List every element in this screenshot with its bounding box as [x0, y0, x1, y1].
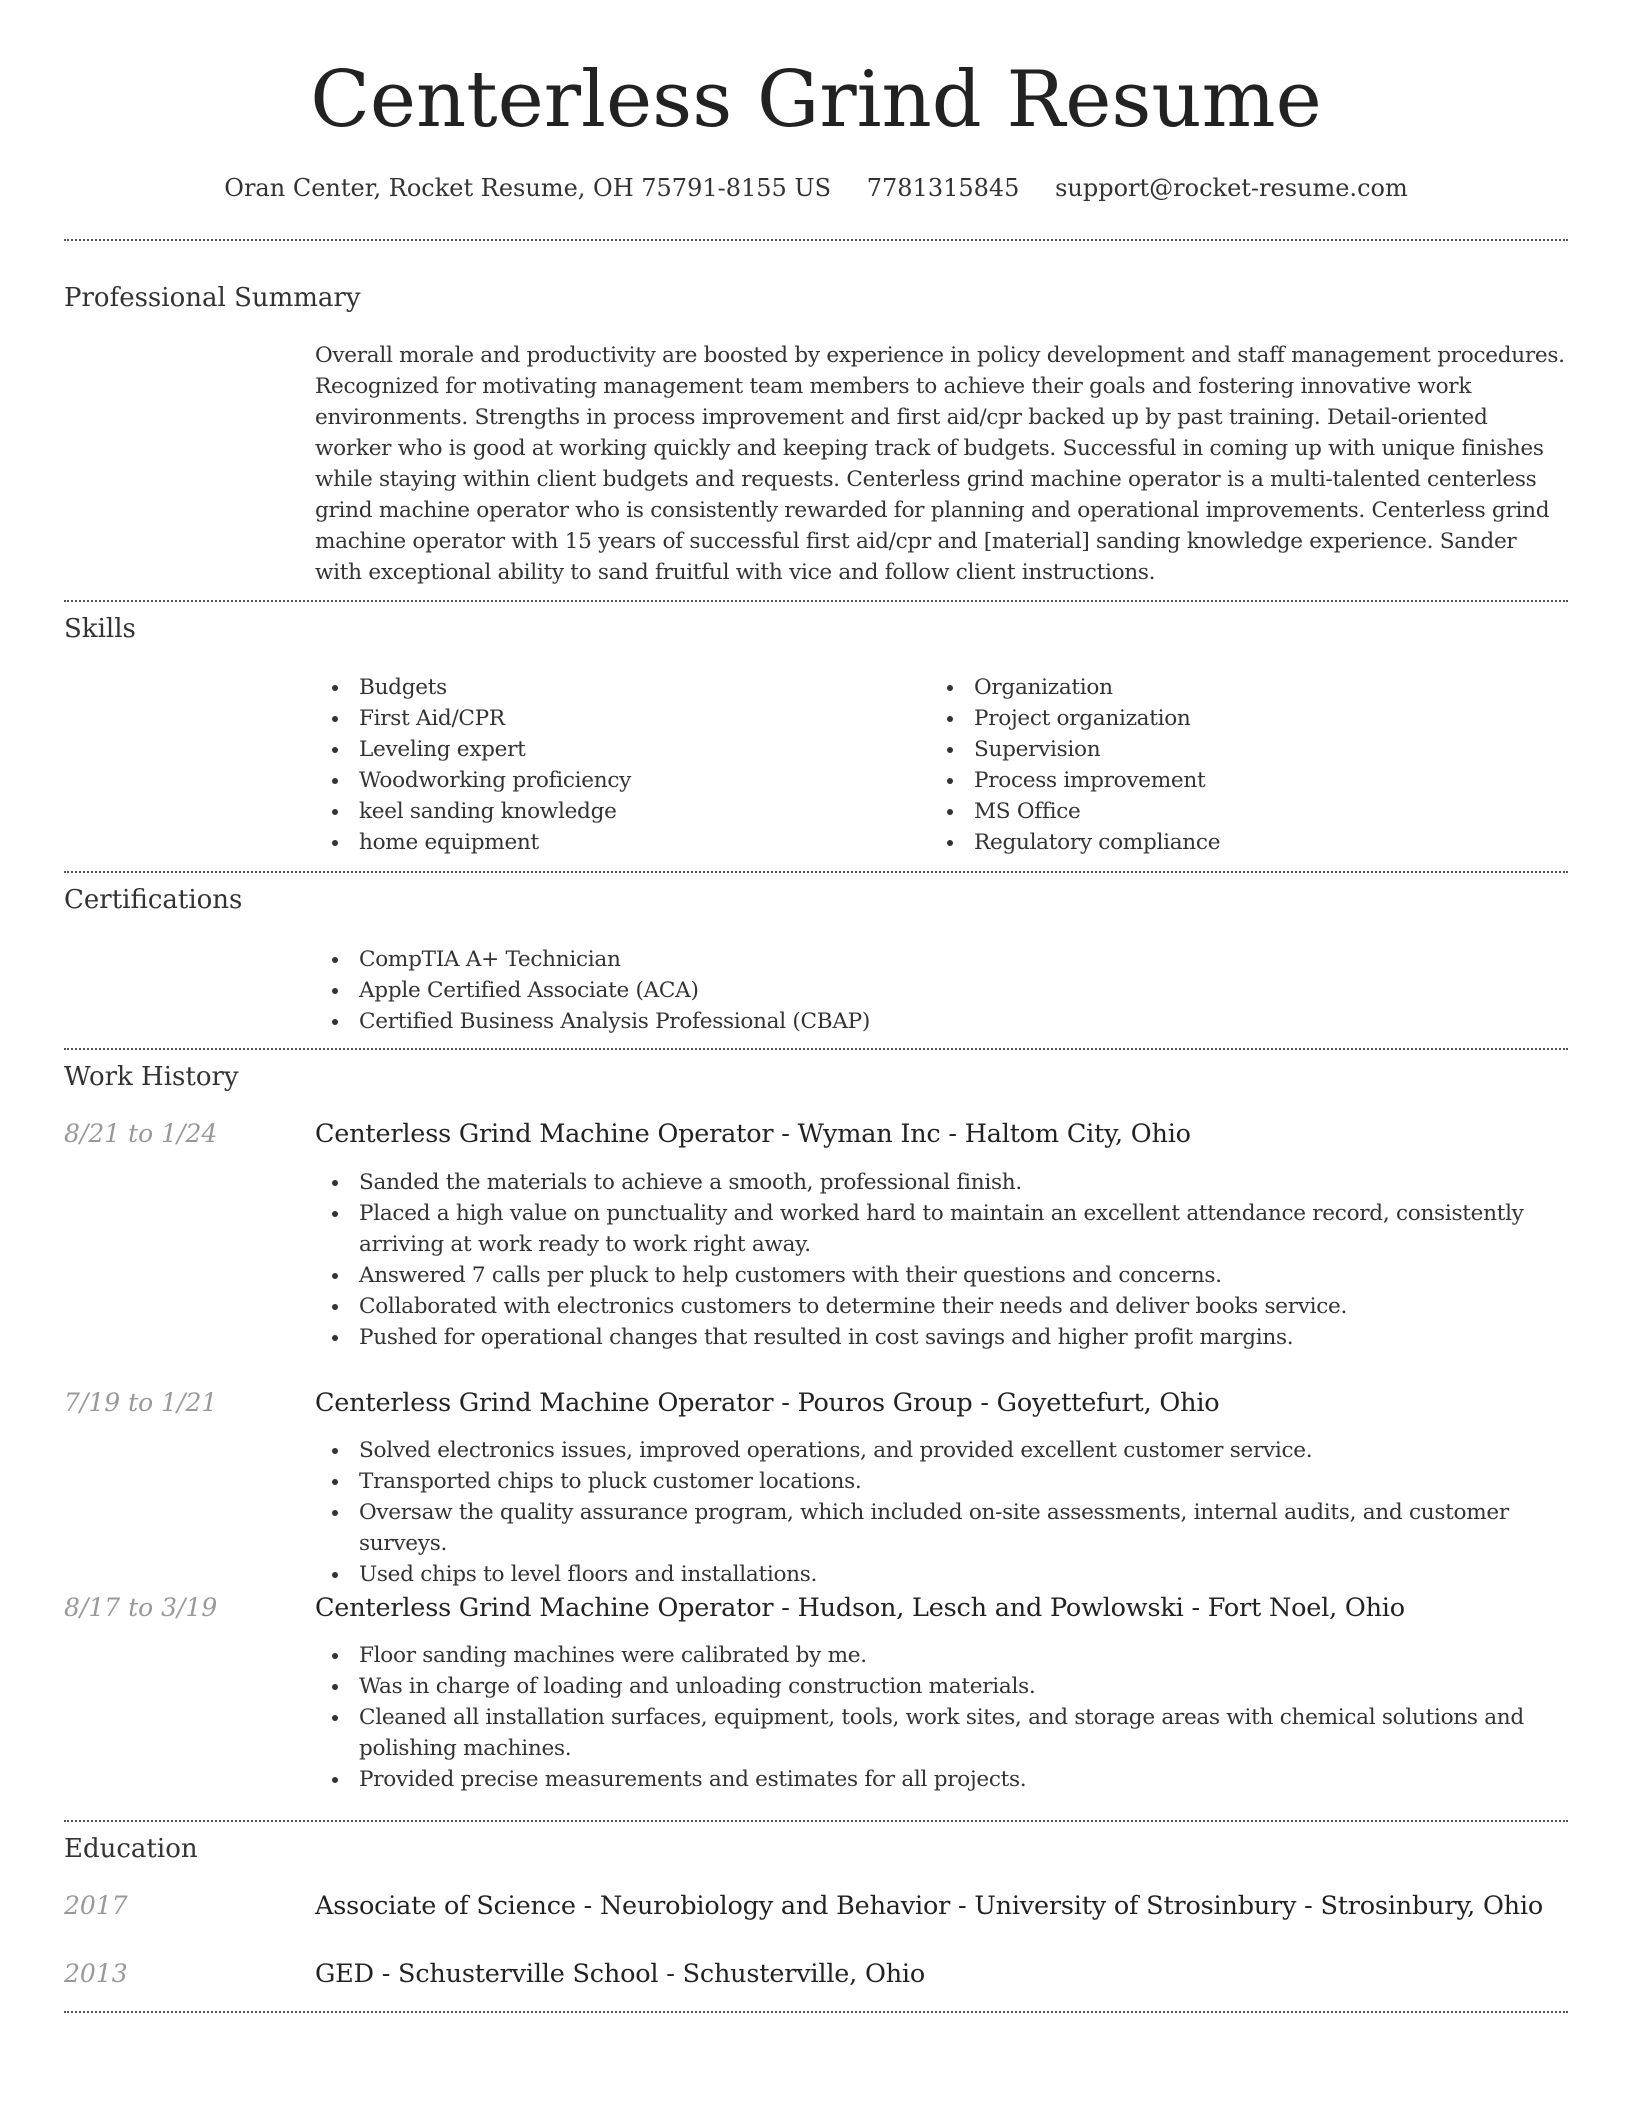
skill-item: keel sanding knowledge: [315, 796, 875, 827]
divider: [64, 1048, 1568, 1050]
work-history-title: Work History: [64, 1062, 239, 1092]
skill-item: Project organization: [930, 703, 1490, 734]
job-heading: Centerless Grind Machine Operator - Wyman Inc - Haltom City, Ohio: [315, 1119, 1191, 1149]
education-heading: Associate of Science - Neurobiology and Behavior - University of Strosinbury - Strosinbury, Ohio: [315, 1891, 1543, 1921]
skill-item: Budgets: [315, 672, 875, 703]
skills-list-left: [315, 672, 875, 858]
skill-item: First Aid/CPR: [315, 703, 875, 734]
divider: [64, 600, 1568, 602]
skills-title: Skills: [64, 614, 136, 644]
divider: [64, 2011, 1568, 2013]
job-dates: 8/17 to 3/19: [64, 1593, 218, 1622]
job-bullet: Used chips to level floors and installations.: [315, 1559, 1570, 1590]
certifications-title: Certifications: [64, 885, 243, 915]
certification-item: CompTIA A+ Technician: [315, 944, 1515, 975]
contact-address: Oran Center, Rocket Resume, OH 75791-8155 US: [224, 174, 832, 202]
job-bullet: Pushed for operational changes that resulted in cost savings and higher profit margins.: [315, 1322, 1570, 1353]
certification-item: Apple Certified Associate (ACA): [315, 975, 1515, 1006]
job-bullets: [315, 1167, 1570, 1353]
education-title: Education: [64, 1834, 198, 1864]
job-heading: Centerless Grind Machine Operator - Pouros Group - Goyettefurt, Ohio: [315, 1388, 1220, 1418]
summary-text: Overall morale and productivity are boosted by experience in policy development and staff management procedures. Recognized for motivating management team members to achieve their goals and fostering innovative work environments. Strengths in process improvement and first aid/cpr backed up by past training. Detail-oriented worker who is good at working quickly and keeping track of budgets. Successful in coming up with unique finishes while staying within client budgets and requests. Centerless grind machine operator is a multi-talented centerless grind machine operator who is consistently rewarded for planning and operational improvements. Centerless grind machine operator with 15 years of successful first aid/cpr and [material] sanding knowledge experience. Sander with exceptional ability to sand fruitful with vice and follow client instructions.: [315, 343, 1565, 585]
contact-email: support@rocket-resume.com: [1055, 174, 1408, 202]
skill-item: Organization: [930, 672, 1490, 703]
divider: [64, 1820, 1568, 1822]
skill-item: Leveling expert: [315, 734, 875, 765]
job-bullet: Transported chips to pluck customer locations.: [315, 1466, 1570, 1497]
job-heading: Centerless Grind Machine Operator - Hudson, Lesch and Powlowski - Fort Noel, Ohio: [315, 1593, 1405, 1623]
skills-list-right: [930, 672, 1490, 858]
divider: [64, 871, 1568, 873]
job-bullet: Cleaned all installation surfaces, equipment, tools, work sites, and storage areas with chemical solutions and polishing machines.: [315, 1702, 1570, 1764]
contact-line: [0, 170, 1632, 206]
skill-item: Supervision: [930, 734, 1490, 765]
job-bullet: Placed a high value on punctuality and worked hard to maintain an excellent attendance record, consistently arriving at work ready to work right away.: [315, 1198, 1570, 1260]
job-dates: 8/21 to 1/24: [64, 1119, 218, 1148]
job-bullets: [315, 1435, 1570, 1590]
job-bullet: Was in charge of loading and unloading construction materials.: [315, 1671, 1570, 1702]
summary-title: Professional Summary: [64, 283, 361, 313]
job-bullet: Collaborated with electronics customers to determine their needs and deliver books service.: [315, 1291, 1570, 1322]
education-year: 2013: [64, 1959, 128, 1988]
job-bullet: Oversaw the quality assurance program, which included on-site assessments, internal audits, and customer surveys.: [315, 1497, 1570, 1559]
contact-phone: 7781315845: [866, 174, 1020, 202]
skill-item: Woodworking proficiency: [315, 765, 875, 796]
skill-item: Regulatory compliance: [930, 827, 1490, 858]
education-heading: GED - Schusterville School - Schusterville, Ohio: [315, 1959, 926, 1989]
certifications-list: [315, 944, 1515, 1037]
divider: [64, 239, 1568, 241]
education-year: 2017: [64, 1891, 128, 1920]
job-bullet: Sanded the materials to achieve a smooth, professional finish.: [315, 1167, 1570, 1198]
skill-item: home equipment: [315, 827, 875, 858]
job-bullets: [315, 1640, 1570, 1795]
job-bullet: Floor sanding machines were calibrated by me.: [315, 1640, 1570, 1671]
skill-item: Process improvement: [930, 765, 1490, 796]
job-dates: 7/19 to 1/21: [64, 1388, 218, 1417]
job-bullet: Solved electronics issues, improved operations, and provided excellent customer service.: [315, 1435, 1570, 1466]
job-bullet: Provided precise measurements and estimates for all projects.: [315, 1764, 1570, 1795]
resume-name: Centerless Grind Resume: [310, 55, 1322, 145]
job-bullet: Answered 7 calls per pluck to help customers with their questions and concerns.: [315, 1260, 1570, 1291]
certification-item: Certified Business Analysis Professional (CBAP): [315, 1006, 1515, 1037]
skill-item: MS Office: [930, 796, 1490, 827]
